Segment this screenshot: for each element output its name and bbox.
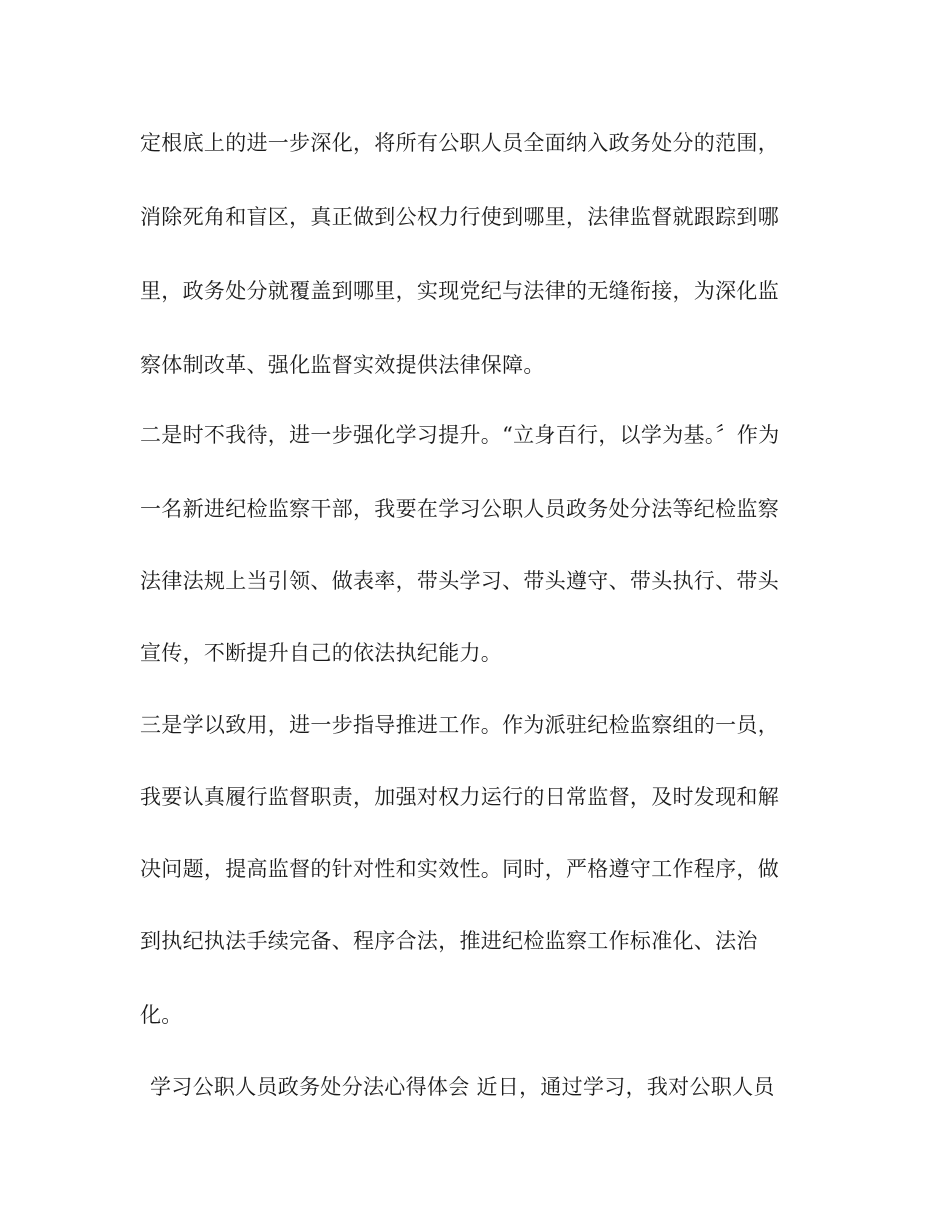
text-line-10: 我要认真履行监督职责，加强对权力运行的日常监督，及时发现和解	[140, 785, 779, 809]
text-line-11: 决问题，提高监督的针对性和实效性。同时，严格遵守工作程序，做	[140, 857, 779, 881]
text-line-2: 消除死角和盲区，真正做到公权力行使到哪里，法律监督就跟踪到哪	[140, 205, 779, 229]
text-line-5: 二是时不我待，进一步强化学习提升。“立身百行，以学为基。〞作为	[140, 423, 780, 447]
text-line-9: 三是学以致用，进一步指导推进工作。作为派驻纪检监察组的一员，	[140, 713, 779, 737]
text-line-12: 到执纪执法手续完备、程序合法，推进纪检监察工作标准化、法治	[140, 929, 758, 953]
text-line-6: 一名新进纪检监察干部，我要在学习公职人员政务处分法等纪检监察	[140, 497, 779, 521]
text-line-13: 化。	[140, 1003, 183, 1027]
text-line-3: 里，政务处分就覆盖到哪里，实现党纪与法律的无缝衔接，为深化监	[140, 279, 779, 303]
text-line-1: 定根底上的进一步深化，将所有公职人员全面纳入政务处分的范围，	[140, 131, 779, 155]
text-line-8: 宣传，不断提升自己的依法执纪能力。	[140, 641, 503, 665]
text-line-7: 法律法规上当引领、做表率，带头学习、带头遵守、带头执行、带头	[140, 569, 779, 593]
text-line-4: 察体制改革、强化监督实效提供法律保障。	[140, 353, 545, 377]
text-line-14: 学习公职人员政务处分法心得体会 近日，通过学习，我对公职人员	[150, 1075, 775, 1099]
